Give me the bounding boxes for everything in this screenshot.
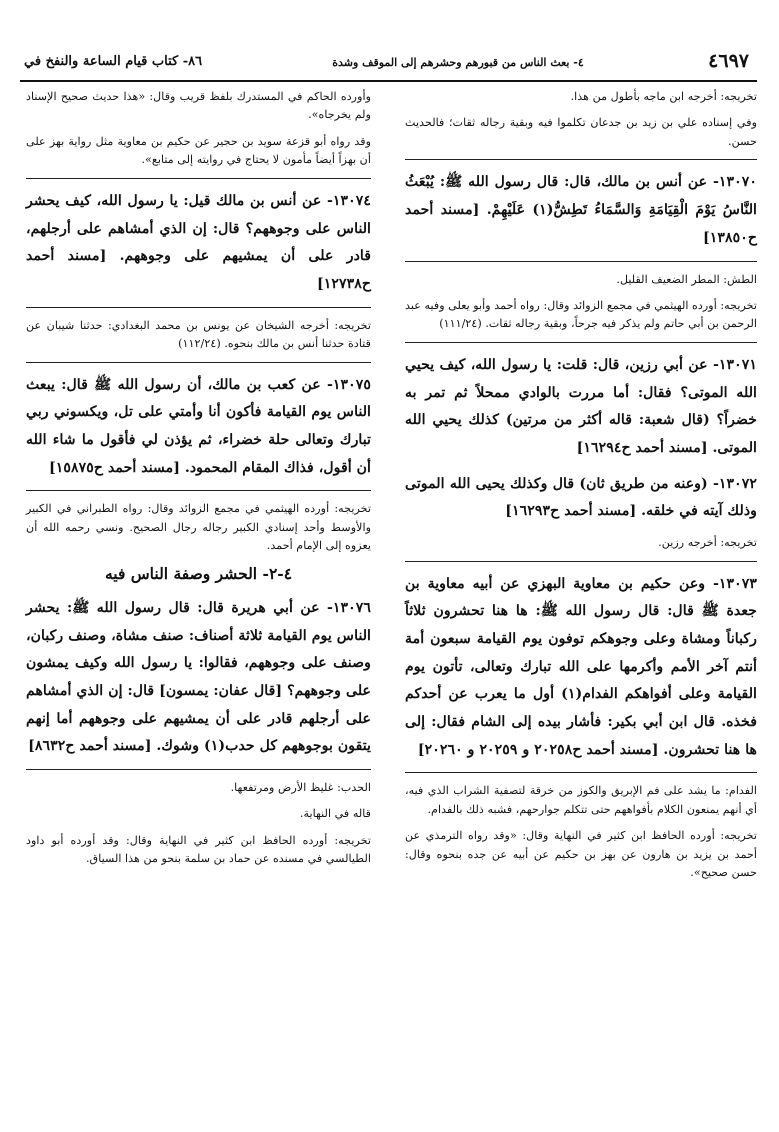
takhrij-paragraph: تخريجه: أورده الهيثمي في مجمع الزوائد وقال: رواه أحمد وأبو يعلى وفيه عبد الرحمن بن أبي حاتم ولم يذكر فيه جرحاً، وبقية رجاله ثقات. (١١١/٢٤) [405,299,757,331]
divider [405,342,757,343]
left-column [26,88,371,877]
hadith-13071: ١٣٠٧١- عن أبي رزين، قال: قلت: يا رسول الله، كيف يحيي الله الموتى؟ فقال: أما مررت بالوادي ممحلاً ثم تمر به خضراً؟ (قال شعبة: قاله أكثر من مرتين) كذلك يحيي الله الموتى. [مسند أحمد ح١٦٢٩٤] [405,356,757,457]
divider [26,362,371,363]
divider [405,159,757,160]
section-heading: ٤-٢- الحشر وصفة الناس فيه [104,563,293,583]
divider [405,772,757,773]
hadith-13076: ١٣٠٧٦- عن أبي هريرة قال: قال رسول الله ﷺ: يحشر الناس يوم القيامة ثلاثة أصناف: صنف مشاة، وصنف ركبان، وصنف على وجوههم، فقالوا: يا رسول الله وكيف يمشون على وجوههم؟ [قال عفان: يمسون] قال: إن الذي أمشاهم على أرجلهم قادر على أن يمشيهم على وجوههم أما إنهم يتقون بوجوههم كل حدب(١) وشوك. [مسند أحمد ح٨٦٣٢] [26,599,371,755]
right-column [405,88,757,891]
footnote-paragraph: الطش: المطر الضعيف القليل. [616,272,757,286]
divider [26,490,371,491]
footnote-paragraph: الفدام: ما يشد على فم الإبريق والكوز من خرقة لتصفية الشراب الذي فيه، أي أنهم يمنعون الكلام بأفواههم حتى تتكلم جوارحهم، فشبه ذلك بالفدام. [405,784,757,816]
page-number: ٤٦٩٧ [708,50,749,72]
divider [26,178,371,179]
commentary-paragraph: وفي إسناده علي بن زيد بن جدعان تكلموا فيه وبقية رجاله ثقات؛ فالحديث حسن. [405,116,757,148]
hadith-13073: ١٣٠٧٣- وعن حكيم بن معاوية البهزي عن أبيه معاوية بن جعدة ﷺ قال: قال رسول الله ﷺ: ها هنا تحشرون ثلاثاً ركباناً ومشاة وعلى وجوهكم توفون يوم القيامة سبعون أمة أنتم آخر الأمم وأكرمها على الله تبارك وتعالى، تأتون يوم القيامة وعلى أفواهكم الفدام(١) أول ما يعرب عن أحدكم فخذه. قال ابن أبي بكير: فأشار بيده إلى الشام فقال: إلى ها هنا تحشرون. [مسند أحمد ح٢٠٢٥٨ و ٢٠٢٥٩ و ٢٠٢٦٠] [405,575,757,758]
commentary-paragraph: وأورده الحاكم في المستدرك بلفظ قريب وقال: «هذا حديث صحيح الإسناد ولم يخرجاه». [26,90,371,122]
hadith-13074: ١٣٠٧٤- عن أنس بن مالك قيل: يا رسول الله، كيف يحشر الناس على وجوههم؟ قال: إن الذي أمشاهم على أرجلهم، قادر على أن يمشيهم على وجوههم. [مسند أحمد ح١٢٧٣٨] [26,192,371,292]
takhrij-paragraph: تخريجه: أخرجه الشيخان عن يونس بن محمد البغدادي: حدثنا شيبان عن قتادة حدثنا أنس بن مالك بنحوه. (١١٢/٢٤) [26,318,371,351]
takhrij-paragraph: تخريجه: أخرجه ابن ماجه بأطول من هذا. [570,90,757,103]
footnote-paragraph: الحدب: غليظ الأرض ومرتفعها. [230,780,371,794]
running-book-title: ٨٦- كتاب قيام الساعة والنفخ في [24,54,203,69]
hadith-13075: ١٣٠٧٥- عن كعب بن مالك، أن رسول الله ﷺ قال: يبعث الناس يوم القيامة فأكون أنا وأمتي على تل، ويكسوني ربي تبارك وتعالى حلة خضراء، ثم يؤذن لي فأقول ما شاء الله أن أقول، فذاك المقام المحمود. [مسند أحمد ح١٥٨٧٥] [26,376,371,476]
divider [405,261,757,262]
divider [405,561,757,562]
commentary-paragraph: وقد رواه أبو قزعة سويد بن حجير عن حكيم بن معاوية مثل رواية بهز على أن بهزاً أيضاً مأمون لا يحتاج في روايته إلى متابع». [26,134,371,167]
page-header [20,46,757,82]
hadith-13072: ١٣٠٧٢- (وعنه من طريق ثان) قال وكذلك يحيى الله الموتى وذلك آيته في خلقه. [مسند أحمد ح١٦٢٩٣] [405,475,757,520]
takhrij-paragraph: تخريجه: أخرجه رزين. [658,536,757,550]
running-section-title: ٤- بعث الناس من قبورهم وحشرهم إلى الموقف وشدة [332,56,584,69]
footnote-paragraph: قاله في النهاية. [299,807,371,821]
takhrij-paragraph: تخريجه: أورده الهيثمي في مجمع الزوائد وقال: رواه الطبراني في الكبير والأوسط وأحد إسنادي الكبير رجاله رجال الصحيح. ونسي رحمه الله أن يعزوه إلى الإمام أحمد. [26,502,371,553]
hadith-13070: ١٣٠٧٠- عن أنس بن مالك، قال: قال رسول الله ﷺ: يُبْعَثُ النَّاسُ يَوْمَ الْقِيَامَةِ وَالسَّمَاءُ تَطِشُّ(١) عَلَيْهِمْ. [مسند أحمد ح١٣٨٥٠] [405,174,757,246]
takhrij-paragraph: تخريجه: أورده الحافظ ابن كثير في النهاية وقال: «وقد رواه الترمذي عن أحمد بن يزيد بن هارون عن بهز بن حكيم عن أبيه عن جده بنحوه وقال: حسن صحيح». [405,829,757,880]
divider [26,769,371,770]
takhrij-paragraph: تخريجه: أورده الحافظ ابن كثير في النهاية وقال: وقد أورده أبو داود الطيالسي في مسنده عن حماد بن سلمة بنحو من هذا السياق. [26,833,371,866]
divider [26,307,371,308]
